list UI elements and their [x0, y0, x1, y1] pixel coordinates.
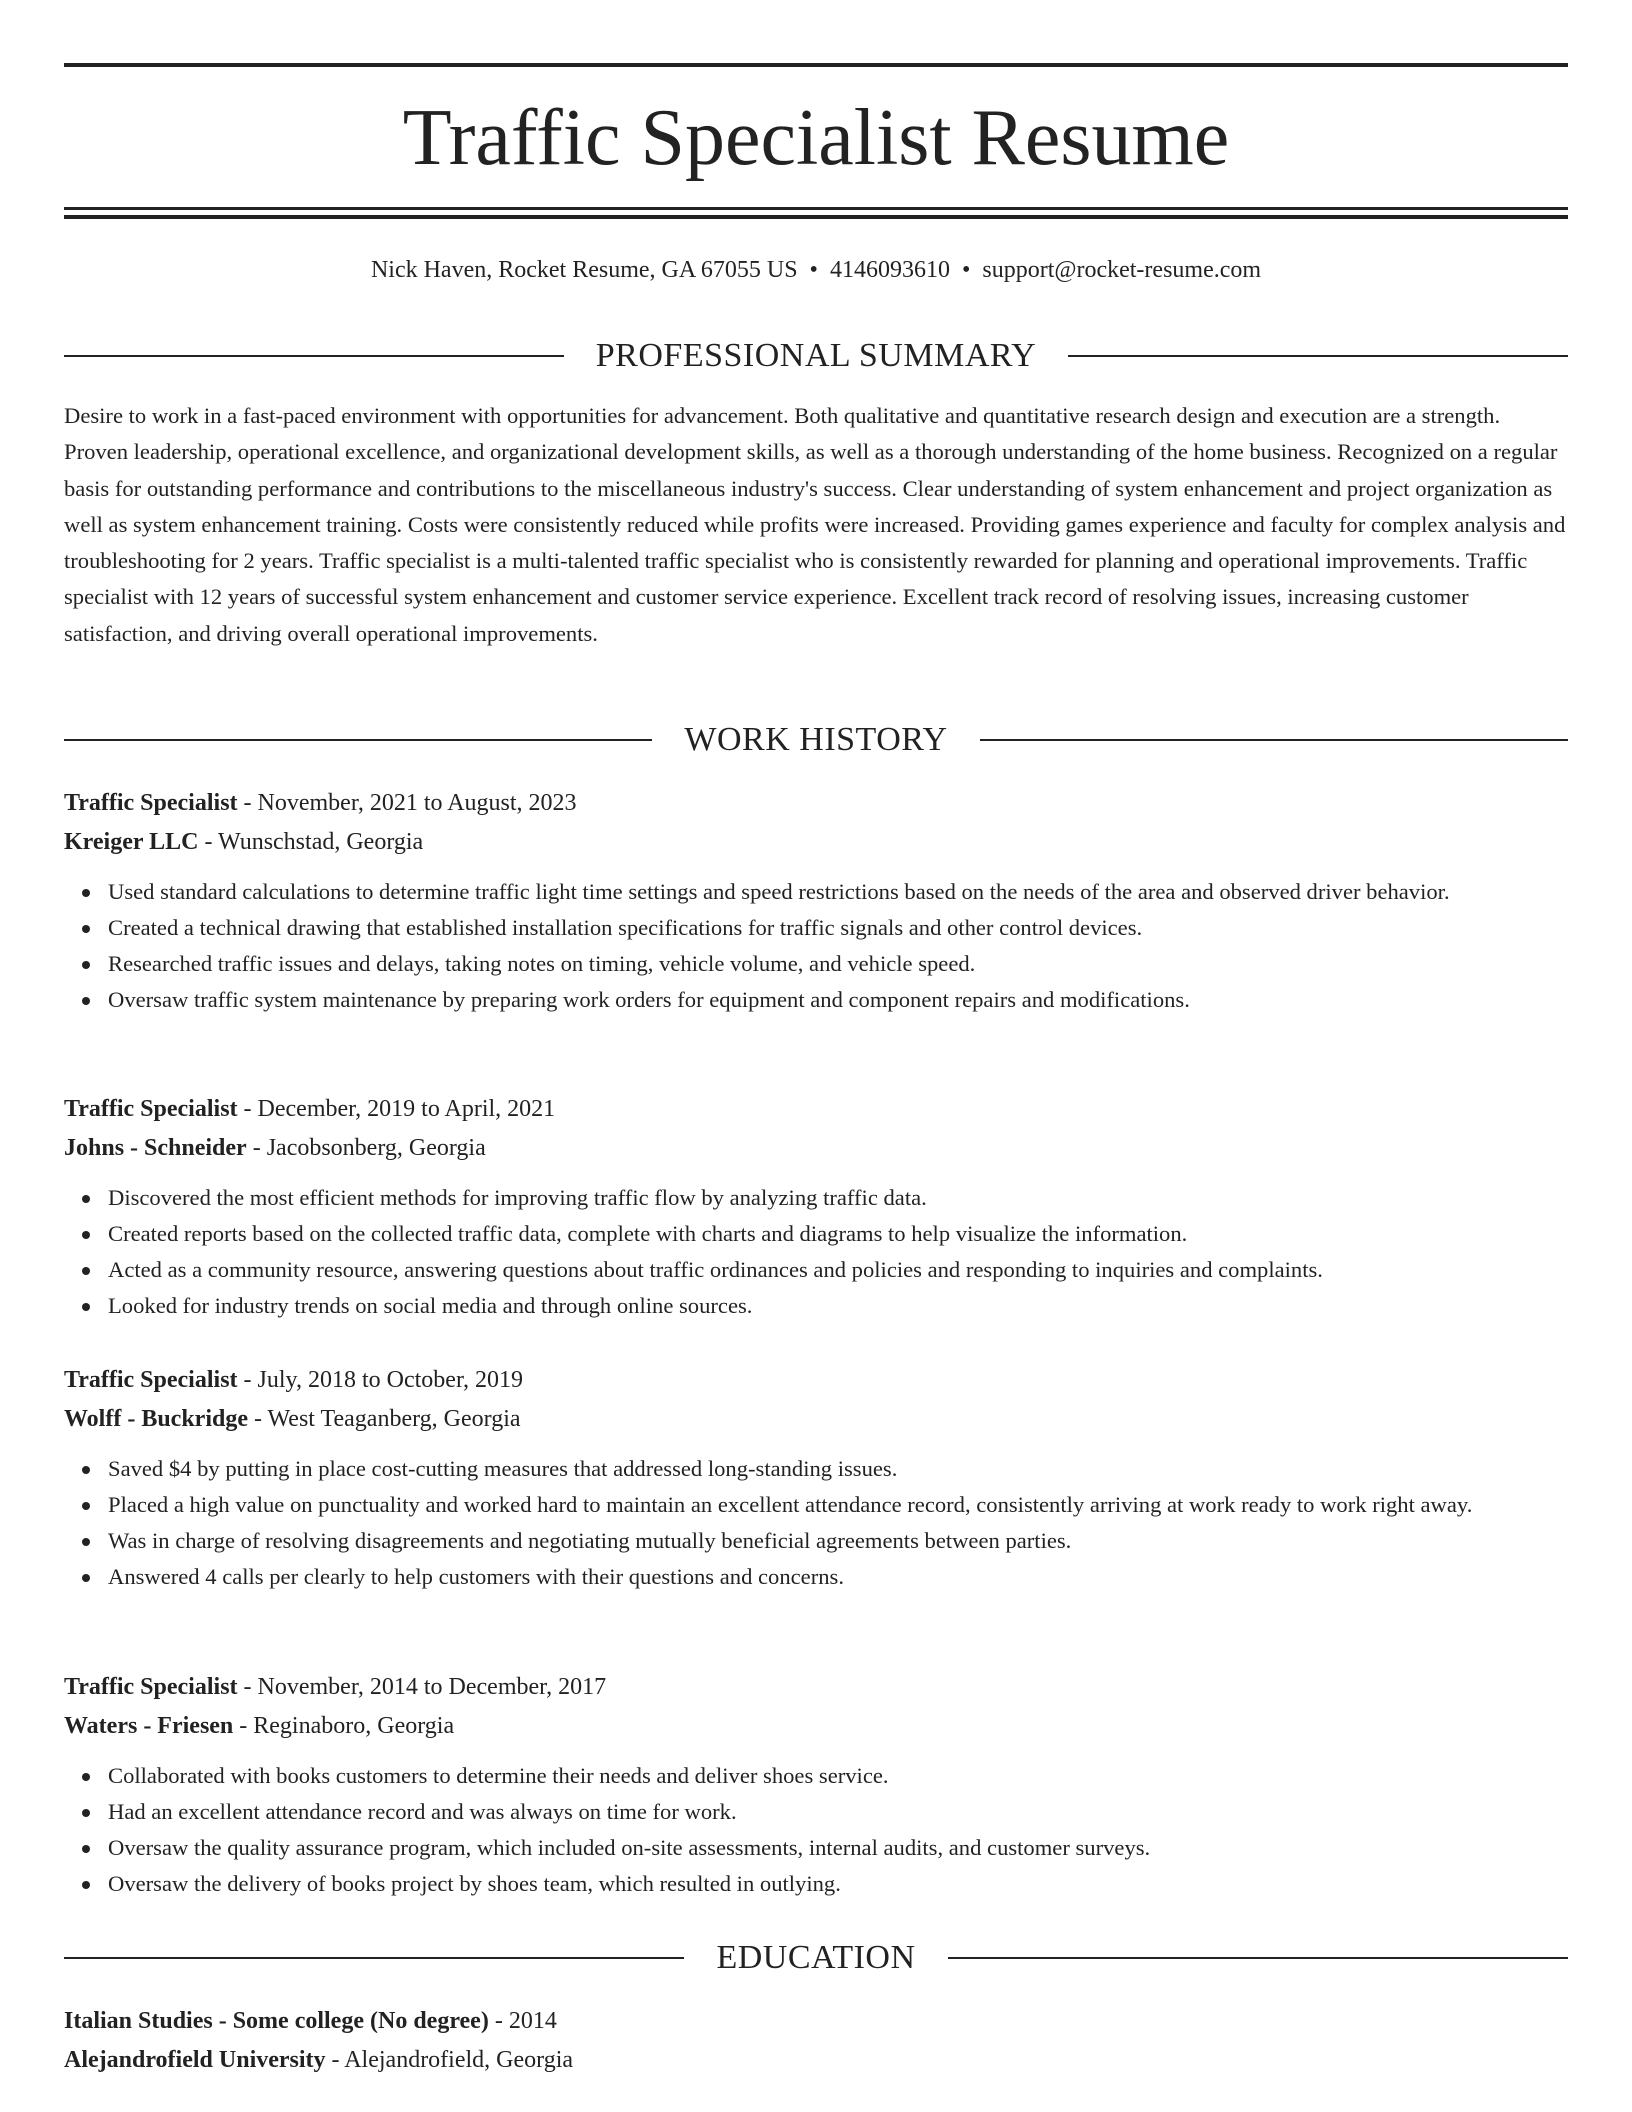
contact-separator: •: [961, 257, 971, 283]
job-entry: [64, 1361, 1568, 1595]
professional-summary-text: Desire to work in a fast-paced environment with opportunities for advancement. Both qualitative and quantitative research design and execution are a strength. Proven leadership, operational excellence, and organizational development skills, as well as a thorough understanding of the home business. Recognized on a regular basis for outstanding performance and contributions to the miscellaneous industry's success. Clear understanding of system enhancement and project organization as well as system enhancement training. Costs were consistently reduced while profits were increased. Providing games experience and faculty for complex analysis and troubleshooting for 2 years. Traffic specialist is a multi-talented traffic specialist who is consistently rewarded for planning and operational improvements. Traffic specialist with 12 years of successful system enhancement and customer service experience. Excellent track record of resolving issues, increasing customer satisfaction, and driving overall operational improvements.: [64, 403, 1566, 646]
education-degree-line: [64, 2002, 1568, 2041]
job-title-line: [64, 1090, 1568, 1129]
contact-email: support@rocket-resume.com: [982, 257, 1262, 283]
job-bullet: Created a technical drawing that established installation specifications for traffic signals and other control devices.: [108, 910, 1568, 946]
job-dates: - December, 2019 to April, 2021: [237, 1096, 556, 1122]
job-title: Traffic Specialist: [64, 1096, 238, 1122]
job-location: - Jacobsonberg, Georgia: [246, 1135, 486, 1161]
job-bullet-list: [64, 874, 1568, 1018]
job-bullet: Acted as a community resource, answering questions about traffic ordinances and policies and responding to inquiries and complaints.: [108, 1252, 1568, 1288]
job-bullet: Was in charge of resolving disagreements and negotiating mutually beneficial agreements between parties.: [108, 1523, 1568, 1559]
job-company-line: [64, 823, 1568, 862]
job-bullet: Looked for industry trends on social media and through online sources.: [108, 1288, 1568, 1324]
education-year: - 2014: [488, 2008, 557, 2034]
heading-rule-left: [64, 739, 652, 741]
job-title: Traffic Specialist: [64, 790, 238, 816]
job-title-line: [64, 1668, 1568, 1707]
job-company: Johns - Schneider: [64, 1135, 247, 1161]
job-dates: - July, 2018 to October, 2019: [237, 1367, 523, 1393]
education-location: - Alejandrofield, Georgia: [325, 2047, 574, 2073]
job-company: Waters - Friesen: [64, 1713, 234, 1739]
job-title-line: [64, 1361, 1568, 1400]
heading-rule-right: [980, 739, 1568, 741]
job-dates: - November, 2021 to August, 2023: [237, 790, 577, 816]
job-bullet: Oversaw the quality assurance program, which included on-site assessments, internal audits, and customer surveys.: [108, 1830, 1568, 1866]
job-location: - Wunschstad, Georgia: [198, 829, 424, 855]
contact-line: [64, 252, 1568, 288]
job-title-line: [64, 784, 1568, 823]
section-heading-label: WORK HISTORY: [684, 721, 948, 758]
job-bullet: Oversaw the delivery of books project by shoes team, which resulted in outlying.: [108, 1866, 1568, 1902]
job-title: Traffic Specialist: [64, 1367, 238, 1393]
education-degree: Italian Studies - Some college (No degree): [64, 2008, 489, 2034]
job-entry: [64, 1668, 1568, 1902]
job-title: Traffic Specialist: [64, 1674, 238, 1700]
job-bullet: Saved $4 by putting in place cost-cutting measures that addressed long-standing issues.: [108, 1451, 1568, 1487]
job-bullet: Used standard calculations to determine traffic light time settings and speed restrictions based on the needs of the area and observed driver behavior.: [108, 874, 1568, 910]
resume-title: Traffic Specialist Resume: [402, 94, 1230, 182]
job-dates: - November, 2014 to December, 2017: [237, 1674, 607, 1700]
section-heading-work: [64, 720, 1568, 760]
heading-rule-left: [64, 1957, 684, 1959]
job-bullet-list: [64, 1451, 1568, 1595]
education-school-line: [64, 2041, 1568, 2080]
section-heading-summary: [64, 336, 1568, 376]
job-bullet: Oversaw traffic system maintenance by preparing work orders for equipment and component repairs and modifications.: [108, 982, 1568, 1018]
job-company: Wolff - Buckridge: [64, 1406, 248, 1432]
title-rule-upper: [64, 207, 1568, 210]
title-rule-lower: [64, 215, 1568, 219]
contact-address: Nick Haven, Rocket Resume, GA 67055 US: [370, 257, 798, 283]
section-heading-label: EDUCATION: [716, 1939, 916, 1976]
job-location: - West Teaganberg, Georgia: [248, 1406, 521, 1432]
job-bullet: Discovered the most efficient methods for improving traffic flow by analyzing traffic data.: [108, 1180, 1568, 1216]
job-company-line: [64, 1400, 1568, 1439]
education-school: Alejandrofield University: [64, 2047, 326, 2073]
job-company: Kreiger LLC: [64, 829, 199, 855]
job-company-line: [64, 1129, 1568, 1168]
job-company-line: [64, 1707, 1568, 1746]
contact-separator: •: [809, 257, 818, 283]
section-heading-education: [64, 1938, 1568, 1978]
section-heading-label: PROFESSIONAL SUMMARY: [595, 337, 1037, 374]
contact-phone: 4146093610: [829, 257, 950, 283]
heading-rule-right: [948, 1957, 1568, 1959]
education-entry: [64, 2002, 1568, 2080]
heading-rule-left: [64, 355, 564, 357]
job-bullet: Researched traffic issues and delays, taking notes on timing, vehicle volume, and vehicle speed.: [108, 946, 1568, 982]
heading-rule-right: [1068, 355, 1568, 357]
job-bullet: Placed a high value on punctuality and worked hard to maintain an excellent attendance record, consistently arriving at work ready to work right away.: [108, 1487, 1568, 1523]
job-entry: [64, 1090, 1568, 1324]
job-bullet: Had an excellent attendance record and was always on time for work.: [108, 1794, 1568, 1830]
job-bullet: Answered 4 calls per clearly to help customers with their questions and concerns.: [108, 1559, 1568, 1595]
job-bullet-list: [64, 1758, 1568, 1902]
top-rule: [64, 63, 1568, 67]
job-entry: [64, 784, 1568, 1018]
job-bullet-list: [64, 1180, 1568, 1324]
job-bullet: Created reports based on the collected traffic data, complete with charts and diagrams to help visualize the information.: [108, 1216, 1568, 1252]
job-bullet: Collaborated with books customers to determine their needs and deliver shoes service.: [108, 1758, 1568, 1794]
job-location: - Reginaboro, Georgia: [233, 1713, 455, 1739]
